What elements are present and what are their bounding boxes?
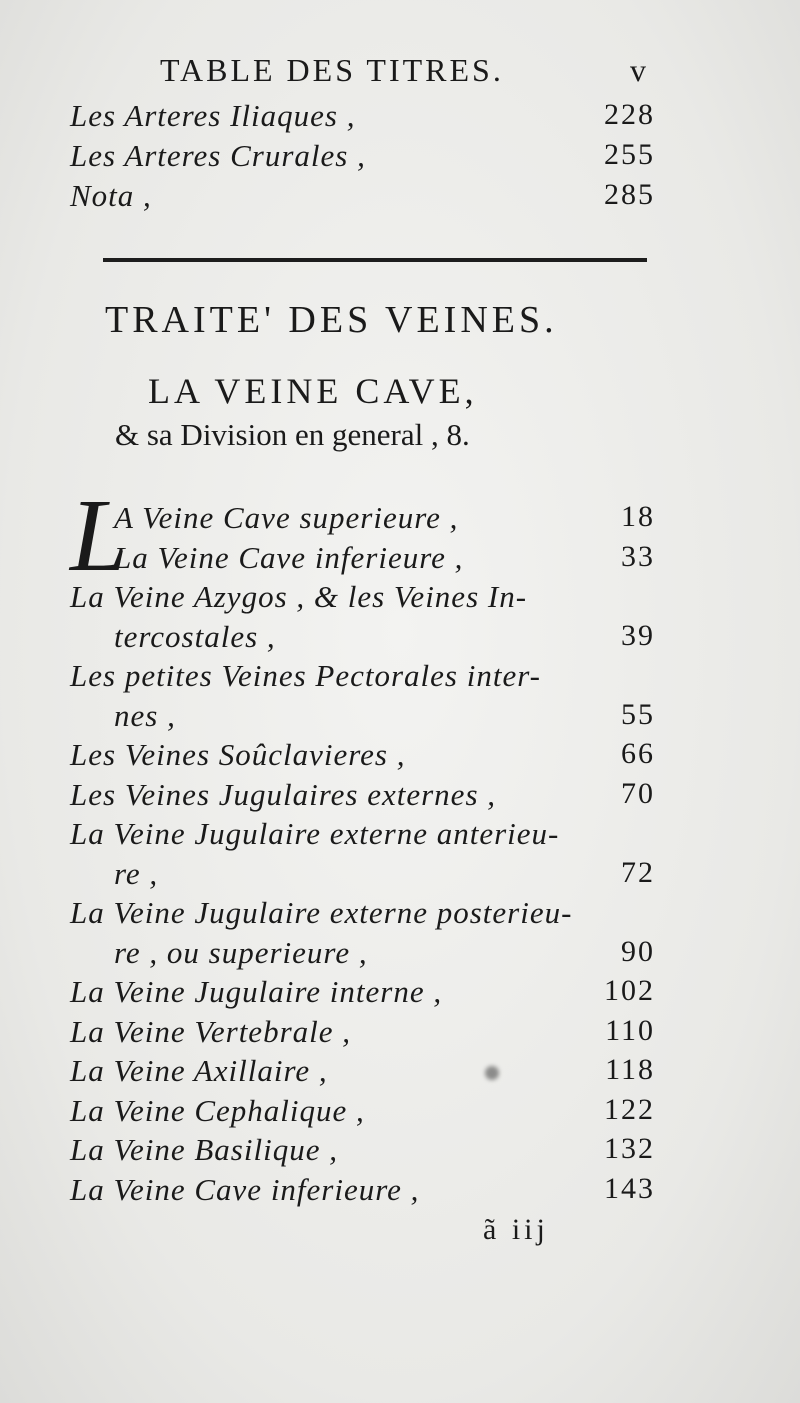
toc-entry-page: 33: [621, 539, 655, 573]
toc-entry-page: 39: [621, 618, 655, 652]
toc-entry: [70, 856, 655, 896]
toc-entry-page: 110: [605, 1013, 655, 1047]
toc-entry-title: La Veine Cave inferieure ,: [114, 539, 464, 575]
toc-entry-page: 132: [604, 1132, 655, 1165]
toc-entry: [70, 138, 655, 178]
top-entry-list: [70, 98, 655, 218]
toc-entry: [70, 1132, 655, 1172]
toc-entry-title: La Veine Jugulaire externe anterieu-: [70, 816, 560, 851]
toc-entry-title: re ,: [114, 855, 159, 891]
running-header: TABLE DES TITRES.: [160, 52, 504, 88]
toc-entry-title: Les petites Veines Pectorales inter-: [70, 658, 541, 693]
toc-entry-title: La Veine Azygos , & les Veines In-: [70, 579, 528, 614]
toc-entry-title: Les Arteres Crurales ,: [70, 138, 366, 173]
toc-entry-title: Les Veines Soûclavieres ,: [70, 737, 406, 772]
toc-entry-page: 102: [604, 974, 655, 1007]
toc-entry-page: 18: [621, 500, 655, 533]
toc-entry-title: Les Arteres Iliaques ,: [70, 98, 356, 133]
toc-entry-page: 90: [621, 934, 655, 968]
toc-entry: [70, 777, 655, 817]
subsection-title: LA VEINE CAVE,: [148, 371, 478, 411]
toc-entry-title: La Veine Vertebrale ,: [70, 1013, 352, 1049]
section-divider: [103, 258, 647, 262]
page-folio: v: [630, 52, 646, 88]
toc-entry: [70, 737, 655, 777]
toc-entry-page: 55: [621, 697, 655, 731]
toc-entry: [70, 579, 655, 619]
toc-entry-title: La Veine Jugulaire externe posterieu-: [70, 895, 573, 930]
toc-entry-page: 72: [621, 855, 655, 889]
toc-entry: [70, 619, 655, 659]
toc-entry-page: 255: [604, 138, 655, 171]
signature-mark: ã iij: [483, 1213, 549, 1246]
toc-entry-title: tercostales ,: [114, 618, 276, 654]
toc-entry: [70, 1014, 655, 1054]
toc-entry: [70, 974, 655, 1014]
toc-entry: [70, 500, 655, 540]
toc-entry-page: 143: [604, 1171, 655, 1205]
main-entry-list: [70, 500, 655, 1211]
toc-entry: [70, 698, 655, 738]
toc-entry: [70, 1053, 655, 1093]
toc-entry: [70, 98, 655, 138]
toc-entry-title: re , ou superieure ,: [114, 934, 368, 970]
toc-entry-title: La Veine Basilique ,: [70, 1132, 338, 1167]
toc-entry-title: A Veine Cave superieure ,: [114, 500, 459, 535]
toc-entry: [70, 816, 655, 856]
toc-entry-title: Nota ,: [70, 178, 152, 213]
subsection-subtitle: & sa Division en general , 8.: [115, 417, 470, 452]
toc-entry: [70, 658, 655, 698]
toc-entry: [70, 935, 655, 975]
toc-entry: [70, 1172, 655, 1212]
toc-entry-page: 70: [621, 776, 655, 810]
toc-entry-page: 228: [604, 98, 655, 131]
toc-entry-title: La Veine Cave inferieure ,: [70, 1171, 420, 1207]
toc-entry-title: Les Veines Jugulaires externes ,: [70, 776, 497, 812]
toc-entry-title: nes ,: [114, 697, 176, 733]
toc-entry-page: 118: [605, 1053, 655, 1086]
toc-entry: [70, 895, 655, 935]
drop-capital: L: [70, 478, 128, 593]
toc-entry-title: La Veine Cephalique ,: [70, 1092, 365, 1128]
toc-entry: [70, 178, 655, 218]
toc-entry-page: 285: [604, 178, 655, 211]
toc-entry: [70, 1093, 655, 1133]
toc-entry-page: 66: [621, 737, 655, 770]
toc-entry-title: La Veine Jugulaire interne ,: [70, 974, 443, 1009]
toc-entry-title: La Veine Axillaire ,: [70, 1053, 328, 1088]
section-title: TRAITE' DES VEINES.: [105, 299, 558, 341]
toc-entry: [70, 540, 655, 580]
toc-entry-page: 122: [604, 1092, 655, 1126]
ink-smudge: [485, 1066, 499, 1080]
